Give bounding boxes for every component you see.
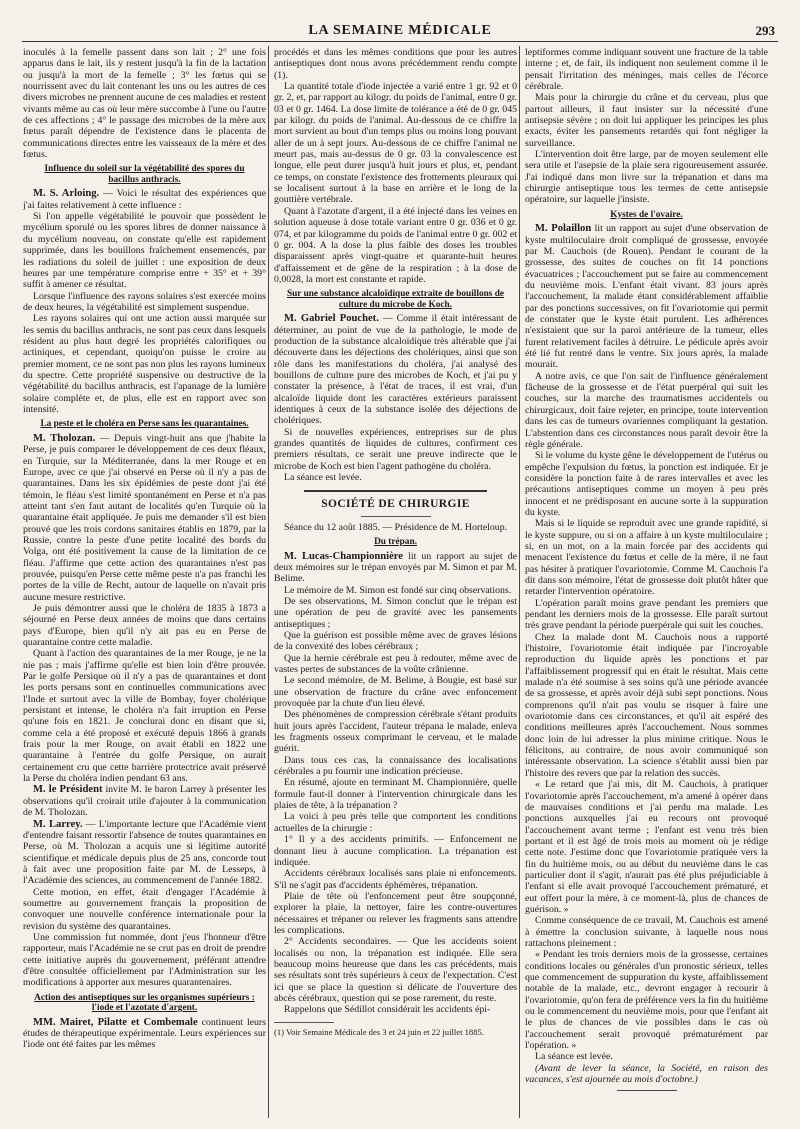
paragraph: A notre avis, ce que l'on sait de l'influence généralement fâcheuse de la grossesse et de l'état puerpéral qui suit les couches, sur la marche des traumatismes accidentels ou chirurgicaux, doit faire rejeter, en principe, toute intervention dans les cas de tumeurs ovariennes compliquant la gestation. L'abstention dans ces circonstances nous paraît devoir être la règle générale.	[525, 370, 768, 450]
paragraph	[23, 819, 266, 887]
speaker-name: M. le Président	[33, 784, 103, 796]
journal-title: LA SEMAINE MÉDICALE	[308, 23, 492, 38]
paragraph: L'opération paraît moins grave pendant les premiers que pendant les derniers mois de la grossesse. Elle paraît surtout très grave pendant la période puerpérale qui suit les couches.	[525, 597, 768, 632]
section-heading: Sur une substance alcaloïdique extraite de bouillons de culture du microbe de Koch.	[286, 289, 505, 310]
speaker-name: M. Gabriel Pouchet.	[284, 313, 379, 325]
column-middle	[274, 47, 517, 1117]
footnote-rule	[274, 1022, 334, 1023]
paragraph: Chez la malade dont M. Cauchois nous a rapporté l'histoire, l'ovariotomie était indiquée par l'incroyable reproduction du liquide après les ponctions et par l'affaiblissement progressif qui en était le résultat. Mais cette malade n'a été soumise à ses soins qu'à une période avancée de sa grossesse, et après avoir déjà subi sept ponctions. Nous comprenons qu'il n'ait pas voulu se risquer à faire une ovariotomie dans ces circonstances, et qu'il ait espéré des conditions meilleures après l'accouchement. Nous sommes donc loin de lui adresser la plus minime critique. Nous le félicitons, au contraire, de nous avoir communiqué son intéressante observation. La science s'établit aussi bien par l'histoire des revers que par la relation des succès.	[525, 631, 768, 779]
paragraph: Le second mémoire, de M. Belime, à Bougie, est basé sur une observation de fracture du crâne avec enfoncement provoquée par la chute d'un lieu élevé.	[274, 675, 517, 710]
paragraph: « Le retard que j'ai mis, dit M. Cauchois, à pratiquer l'ovariotomie après l'accouchement, m'a amené à opérer dans de mauvaises conditions et j'ai perdu ma malade. Les ponctions auxquelles j'ai eu recours ont provoqué l'accouchement avant terme ; l'enfant est venu très bien portant et il est âgé de trois mois au moment où je rédige cette note. J'estime donc que l'ovariotomie pratiquée vers la fin du huitième mois, ou au début du neuvième dans le cas particulier dont il s'agit, n'aurait pas été plus préjudiciable à l'enfant si elle avait provoqué l'accouchement prématuré, et eut offert pour la mère, à ce moment-là, plus de chances de guérison. »	[525, 779, 768, 915]
paragraph: Les rayons solaires qui ont une action aussi marquée sur les semis du bacillus anthracis, ne sont pas ceux dans lesquels résident au plus haut degré les propriétés calorifiques ou actiniques, et cependant, quoiqu'on puisse le croire au premier moment, ce ne sont pas non plus les rayons lumineux du spectre. Cette propriété suspensive ou destructive de la végétabilité du bacillus anthracis, est l'apanage de la lumière solaire complète et, de plus, elle est en rapport avec son intensité.	[23, 313, 266, 415]
speaker-text: lit un rapport au sujet de deux mémoires sur le trépan envoyés par M. Simon et par M. Belime.	[274, 550, 517, 585]
paragraph: inoculés à la femelle passent dans son lait ; 2° une fois apparus dans le lait, ils y restent jusqu'à la fin de la lactation ou jusqu'à la mort de la femelle ; 3° les fœtus qui se nourrissent avec du lait contenant les uns ou les autres de ces divers microbes ne prennent aucune de ces maladies et restent vivants même au cas où leur mère succombe à l'une ou l'autre de ces affections ; 4° le passage des microbes de la mère aux fœtus paraît dépendre de l'existence dans le placenta de communications directes entre les vaisseaux de la mère et des fœtus.	[23, 47, 266, 161]
section-heading: Action des antiseptiques sur les organismes supérieurs : l'iode et l'azotate d'argent.	[34, 992, 255, 1014]
paragraph: Rappelons que Sédillot considérait les accidents épi-	[284, 1004, 491, 1016]
speaker-text: — Voici le résultat des expériences que j'ai faites relativement à cette influence :	[23, 188, 266, 211]
paragraph: Quant à l'action des quarantaines de la mer Rouge, je ne la nie pas ; mais j'affirme qu'elle est bien loin d'être prouvée. Par le golfe Persique où il n'y a pas de quarantaines et dont les ports persans sont en continuelles communications avec l'Inde et surtout avec la ville de Bombay, foyer cholérique persistant et intense, le choléra n'a fait irruption en Perse qu'une fois en 1821. Je conclurai donc en disant que si, comme cela a été proposé et exécuté depuis 1866 à grands frais pour la mer Rouge, on avait établi en 1822 une quarantaine à l'entrée du golfe Persique, on aurait certainement cru que cette barrière protectrice avait préservé la Perse du choléra indien pendant 63 ans.	[23, 648, 266, 785]
paragraph	[525, 223, 768, 370]
paragraph: 2° Accidents secondaires. — Que les accidents soient localisés ou non, la trépanation est indiquée. Elle sera beaucoup moins heureuse que dans les cas précédents, mais ses résultats sont très supérieurs à ceux de l'expectation. C'est ici que se place la question si délicate de l'ouverture des abcès cérébraux, question qui se pose rarement, du reste.	[274, 936, 517, 1004]
separator	[361, 516, 431, 517]
paragraph: procédés et dans les mêmes conditions que pour les autres antiseptiques dont nous avons précédemment rendu compte (1).	[274, 47, 517, 81]
speaker-name: M. Polaillon	[535, 223, 592, 235]
section-heading: Kystes de l'ovaire.	[610, 209, 683, 220]
speaker-text: — Depuis vingt-huit ans que j'habite la Perse, je puis comparer le développement de ces deux fléaux, en Turquie, sur la Méditerranée, dans la mer Rouge et en Europe, avec ce que j'ai observé en Perse où il n'y a pas de quarantaines. Dans les six épidémies de peste dont j'ai été témoin, le fléau s'est limité spontanément en Perse et n'a pas atteint tant s'en faut autant de localités qu'en Turquie où la quarantaine était appliquée. Je puis me demander s'il est bien prouvé que les trois cordons sanitaires établis en 1879, par la Russie, contre la peste d'une petite localité des bords du Volga, ont été positivement la cause de la limitation de ce fléau. J'affirme que cette action des quarantaines n'est pas prouvée, puisqu'en Perse cette même peste n'a pas franchi les portes de la ville de Recht, autour de laquelle on n'avait pris aucune mesure restrictive.	[23, 432, 266, 603]
header-rule	[22, 41, 778, 42]
footnote: (1) Voir Semaine Médicale des 3 et 24 juin et 22 juillet 1885.	[274, 1026, 484, 1037]
meeting-info: Séance du 12 août 1885. — Présidence de M. Horteloup.	[283, 521, 508, 533]
society-heading: SOCIÉTÉ DE CHIRURGIE	[321, 498, 470, 511]
paragraph	[274, 551, 517, 585]
paragraph: « Pendant les trois derniers mois de la grossesse, certaines conditions locales ou générales d'un pronostic sérieux, telles que commencement de suppuration du kyste, affaiblissement notable de la malade, etc., devront engager à recourir à l'ovariotomie, qu'on fera de préférence vers la fin du huitième ou le commencement du neuvième mois, pour que l'enfant ait le plus de chances de vie possibles dans le cas où l'accouchement serait provoqué prématurément par l'opération. »	[525, 949, 768, 1052]
paragraph: La quantité totale d'iode injectée a varié entre 1 gr. 92 et 0 gr. 2, et, par rapport au kilogr. du poids de l'animal, entre 0 gr. 03 et 0 gr. 1464. La dose limite de tolérance a été de 0 gr. 045 par kilogr. du poids de l'animal. Au-dessous de ce chiffre la mort survient au bout d'un temps plus ou moins long pouvant aller de un à sept jours. Au-dessous de ce chiffre l'animal ne meurt pas, mais au-dessus de 0 gr. 03 la convalescence est longue, elle peut durer jusqu'à huit jours et plus, et, pendant ce temps, on constate l'existence des frottements pleuraux qui se localisent surtout à la base en arrière et le long de la gouttière vertébrale.	[274, 81, 517, 206]
closing-line: La séance est levée.	[535, 1051, 613, 1063]
paragraph: Une commission fut nommée, dont j'eus l'honneur d'être rapporteur, mais l'Académie ne se crut pas en droit de prendre cette initiative auprès du gouvernement, préférant attendre d'être consultée officiellement par l'Administration sur les modifications à apporter aux mesures quarantenaires.	[23, 931, 266, 989]
speaker-text: — L'importante lecture que l'Académie vient d'entendre faisant ressortir l'absence de toutes quarantaines en Perse, où M. Tholozan a acquis une si légitime autorité scientifique et médicale depuis plus de 25 ans, concorde tout à fait avec une proposition faite par M. de Lesseps, à l'Académie des sciences, au commencement de l'année 1882.	[23, 818, 266, 887]
paragraph	[23, 1017, 266, 1051]
adjournment-note: (Avant de lever la séance, la Société, en raison des vacances, s'est ajournée au mois d'octobre.)	[525, 1062, 768, 1086]
paragraph: Le mémoire de M. Simon est fondé sur cinq observations.	[284, 584, 512, 596]
closing-line: La séance est levée.	[284, 472, 362, 484]
paragraph: Des phénomènes de compression cérébrale s'étant produits huit jours après l'accident, l'auteur trépana le malade, enleva les fragments osseux comprimant le cerveau, et le malade guérit.	[274, 709, 517, 755]
speaker-name: M. Lucas-Championnière	[284, 550, 404, 562]
paragraph	[274, 313, 517, 426]
paragraph: Que la hernie cérébrale est peu à redouter, même avec de vastes pertes de substances de la voûte crânienne.	[274, 652, 517, 675]
section-rule	[304, 490, 487, 492]
paragraph: Quant à l'azotate d'argent, il a été injecté dans les veines en solution aqueuse à dose totale variant entre 0 gr. 036 et 0 gr. 074, et par kilogramme du poids de l'animal entre 0 gr. 002 et 0 gr. 004. A la dose la plus faible des doses les troubles disparaissent après vingt-quatre et quarante-huit heures d'affaissement et de gêne de la respiration ; à la dose de 0,0028, la mort est constante et rapide.	[274, 205, 517, 285]
paragraph: Si de nouvelles expériences, entreprises sur de plus grandes quantités de liquides de cultures, confirment ces premiers résultats, ce serait une preuve indirecte que le microbe de Koch est bien l'agent pathogène du choléra.	[274, 426, 517, 472]
column-right	[525, 47, 768, 1117]
paragraph: Que la guérison est possible même avec de graves lésions de la convexité des lobes cérébraux ;	[274, 629, 517, 653]
paragraph	[23, 188, 266, 211]
paragraph: Mais pour la chirurgie du crâne et du cerveau, plus que partout ailleurs, il faut insister sur la nécessité d'une antisepsie sévère ; on doit lui appliquer les principes les plus exacts, éviter les pansements retardés qui font négliger la surveillance.	[525, 92, 768, 149]
paragraph: Comme conséquence de ce travail, M. Cauchois est amené à émettre la conclusion suivante, à laquelle nous nous rattachons pleinement :	[525, 915, 768, 949]
paragraph: Mais si le liquide se reproduit avec une grande rapidité, si le kyste suppure, ou si on a affaire à un kyste multiloculaire ; si, en un mot, on a la main forcée par des accidents qui menacent l'existence du fœtus et celle de la mère, il ne faut pas hésiter à pratiquer l'ovariotomie. Comme M. Cauchois l'a dit dans son mémoire, l'état de grossesse doit plutôt hâter que retarder l'intervention opératoire.	[525, 518, 768, 598]
paragraph: Accidents cérébraux localisés sans plaie ni enfoncements. S'il ne s'agit pas d'accidents éphémères, trépanation.	[274, 868, 517, 891]
paragraph: En résumé, ajoute en terminant M. Championnière, quelle formule faut-il donner à l'intervention chirurgicale dans les plaies de tête, à la trépanation ?	[274, 777, 517, 812]
paragraph: leptiformes comme indiquant souvent une fracture de la table interne ; et, de fait, ils indiquent non seulement comme il le pensait l'irritation des méninges, mais celles de l'écorce cérébrale.	[525, 47, 768, 93]
paragraph: Cette motion, en effet, était d'engager l'Académie à soumettre au gouvernement français la proposition de convoquer une nouvelle conférence internationale pour la revision du système des quarantaines.	[23, 886, 266, 932]
paragraph: Lorsque l'influence des rayons solaires s'est exercée moins de deux heures, la végétabilité est simplement suspendue.	[23, 290, 266, 313]
paragraph: Plaie de tête où l'enfoncement peut être soupçonné, explorer la plaie, la nettoyer, faire les contre-ouvertures nécessaires et trépaner ou relever les fragments sans attendre les complications.	[274, 890, 517, 936]
column-divider	[519, 46, 520, 1118]
paragraph: Dans tous ces cas, la connaissance des localisations cérébrales a pu fournir une indication précieuse.	[274, 754, 517, 778]
speaker-text: — Comme il était intéressant de déterminer, au point de vue de la pathologie, le mode de production de la substance alcaloïdique très altérable que j'ai découverte dans les déjections des cholériques, ainsi que son rôle dans les manifestations du choléra, j'ai analysé des bouillons de culture pure des microbes de Koch, et j'ai pu y constater la présence, à l'état de traces, il est vrai, d'un alcaloïde liquide dont les caractères extérieurs paraissent identiques à ceux de la substance isolée des déjections de cholériques.	[274, 313, 517, 427]
page-number: 293	[755, 23, 775, 38]
paragraph: La voici à peu près telle que comportent les conditions actuelles de la chirurgie :	[274, 811, 517, 834]
section-heading: La peste et le choléra en Perse sans les quarantaines.	[40, 419, 249, 430]
section-heading: Du trépan.	[374, 537, 417, 548]
speaker-text: invite M. le baron Larrey à présenter les observations qu'il croirait utile d'ajouter à la communication de M. Tholozan.	[23, 784, 266, 819]
section-heading: Influence du soleil sur la végétabilité des spores du bacillus anthracis.	[44, 164, 245, 185]
page-header	[0, 0, 800, 40]
column-left	[23, 47, 266, 1117]
paragraph	[23, 433, 266, 603]
paragraph: 1° Il y a des accidents primitifs. — Enfoncement ne donnant lieu à aucune complication. La trépanation est indiquée.	[274, 834, 517, 868]
speaker-name: M. Tholozan.	[33, 432, 96, 444]
paragraph	[23, 784, 266, 818]
column-divider	[268, 46, 269, 1118]
end-rule	[617, 1090, 677, 1091]
paragraph: De ses observations, M. Simon conclut que le trépan est une opération de peu de gravité avec les pansements antiseptiques ;	[274, 595, 517, 630]
speaker-text: lit un rapport au sujet d'une observation de kyste multiloculaire droit compliqué de grossesse, envoyée par M. Cauchois (de Rouen). Pendant le courant de la grossesse, des suites de couches on fit 14 ponctions évacuatrices ; l'accouchement put se faire au commencement du neuvième mois. L'enfant était vivant. 83 jours après l'accouchement, la malade étant considérablement affaiblie par des ponctions successives, on fit l'ovariotomie qui permit de constater que le kyste était purulent. Les adhérences n'existaient que sur la paroi antérieure de la tumeur, elles furent relativement faciles à détruire. Le pédicule après avoir été lié fut rentré dans le ventre. Six jours après, la malade mourait.	[525, 223, 768, 371]
speaker-text: continuent leurs études de thérapeutique expérimentale. Leurs expériences sur l'iode ont été faites par les mêmes	[23, 1016, 266, 1051]
speaker-name: MM. Mairet, Pilatte et Combemale	[33, 1016, 198, 1028]
speaker-name: M. S. Arloing.	[33, 188, 100, 200]
paragraph: Si l'on appelle végétabilité le pouvoir que possèdent le mycélium sporulé ou les spores libres de donner naissance à du mycélium nouveau, on constate qu'elle est rapidement supprimée, dans les bouillons fraîchement ensemencés, par les radiations du soleil de juillet : une exposition de deux heures par une température comprise entre + 35° et + 39° suffit à amener ce résultat.	[23, 211, 266, 291]
paragraph: Si le volume du kyste gêne le développement de l'utérus ou empêche l'expulsion du fœtus, la ponction est indiquée. Et je considère la ponction faite à de rares intervalles et avec les précautions antiseptiques comme un moyen à peu près innocent et ne prédisposant en aucune sorte à la suppuration du kyste.	[525, 450, 768, 518]
paragraph: Je puis démontrer aussi que le choléra de 1835 à 1873 a séjourné en Perse deux années de moins que dans certains pays d'Europe, bien qu'il n'y ait pas eu en Perse de quarantaine contre cette maladie.	[23, 602, 266, 648]
paragraph: L'intervention doit être large, par de moyen seulement elle sera utile et l'asepsie de la plaie sera rigoureusement assurée. J'ai indiqué dans mon livre sur la trépanation et dans ma chirurgie antiseptique tous les termes de cette antisepsie opératoire, sur laquelle j'insiste.	[525, 149, 768, 206]
speaker-name: M. Larrey.	[33, 818, 83, 830]
